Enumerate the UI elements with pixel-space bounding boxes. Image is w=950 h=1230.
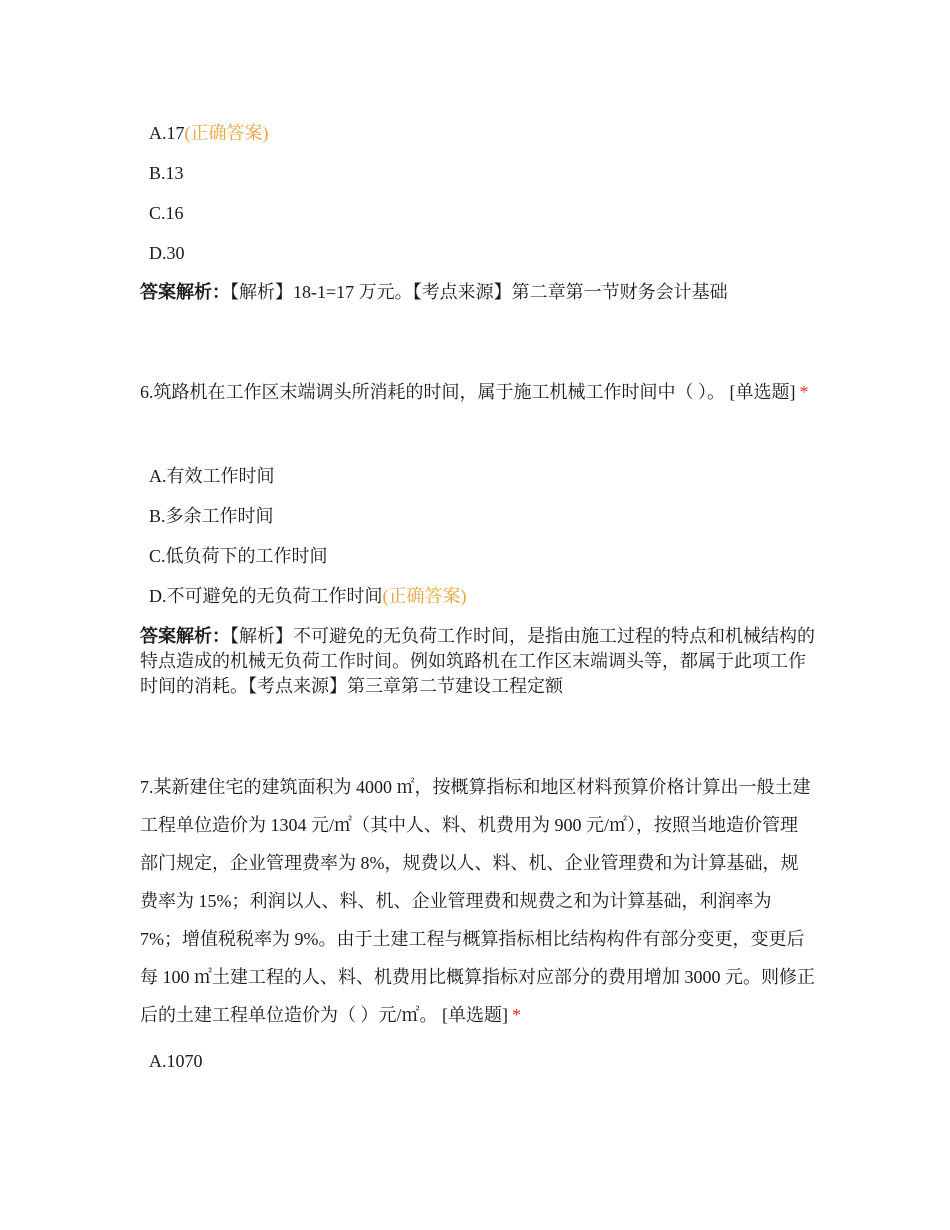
q5-option-d[interactable] — [149, 241, 185, 265]
correct-answer-tag: (正确答案) — [184, 123, 269, 143]
option-text: C.16 — [149, 203, 184, 223]
option-text: A.有效工作时间 — [149, 466, 275, 486]
analysis-text: 【解析】不可避免的无负荷工作时间，是指由施工过程的特点和机械结构的特点造成的机械无负荷工作时间。例如筑路机在工作区末端调头等，都属于此项工作时间的消耗。【考点来源】第三章第二节建设工程定额 — [140, 626, 815, 696]
analysis-label: 答案解析： — [140, 626, 230, 646]
q5-option-a[interactable] — [149, 121, 269, 145]
q7-option-a[interactable] — [149, 1049, 203, 1073]
q5-option-b[interactable] — [149, 161, 184, 185]
question-text: 6.筑路机在工作区末端调头所消耗的时间，属于施工机械工作时间中（ ）。 [单选题] — [140, 382, 796, 402]
option-text: A.1070 — [149, 1051, 203, 1071]
q5-analysis — [140, 280, 815, 305]
option-text: D.30 — [149, 243, 185, 263]
analysis-label: 答案解析： — [140, 282, 230, 302]
q6-option-a[interactable] — [149, 464, 275, 488]
required-mark: * — [512, 1005, 521, 1025]
q6-analysis — [140, 624, 815, 699]
question-text: 7.某新建住宅的建筑面积为 4000 ㎡，按概算指标和地区材料预算价格计算出一般土建工程单位造价为 1304 元/㎡（其中人、料、机费用为 900 元/㎡），按照当地造价管理部门规定，企业管理费率为 8%，规费以人、料、机、企业管理费和为计算基础，规费率为 15%；利润以人、料、机、企业管理费和规费之和为计算基础，利润率为 7%；增值税税率为 9%。由于土建工程与概算指标相比结构构件有部分变更，变更后每 100 ㎡土建工程的人、料、机费用比概算指标对应部分的费用增加 3000 元。则修正后的土建工程单位造价为（ ）元/㎡。 [单选题] — [140, 777, 815, 1025]
option-text: C.低负荷下的工作时间 — [149, 546, 328, 566]
analysis-text: 【解析】18-1=17 万元。【考点来源】第二章第一节财务会计基础 — [230, 282, 728, 302]
required-mark: * — [799, 382, 809, 402]
q5-option-c[interactable] — [149, 201, 184, 225]
correct-answer-tag: (正确答案) — [382, 586, 467, 606]
q6-question — [140, 373, 815, 411]
q6-option-c[interactable] — [149, 544, 328, 568]
option-text: D.不可避免的无负荷工作时间 — [149, 586, 383, 606]
q6-option-d[interactable] — [149, 584, 467, 608]
option-text: A.17 — [149, 123, 185, 143]
option-text: B.13 — [149, 163, 184, 183]
q6-option-b[interactable] — [149, 504, 274, 528]
q7-question — [140, 768, 815, 1034]
option-text: B.多余工作时间 — [149, 506, 274, 526]
